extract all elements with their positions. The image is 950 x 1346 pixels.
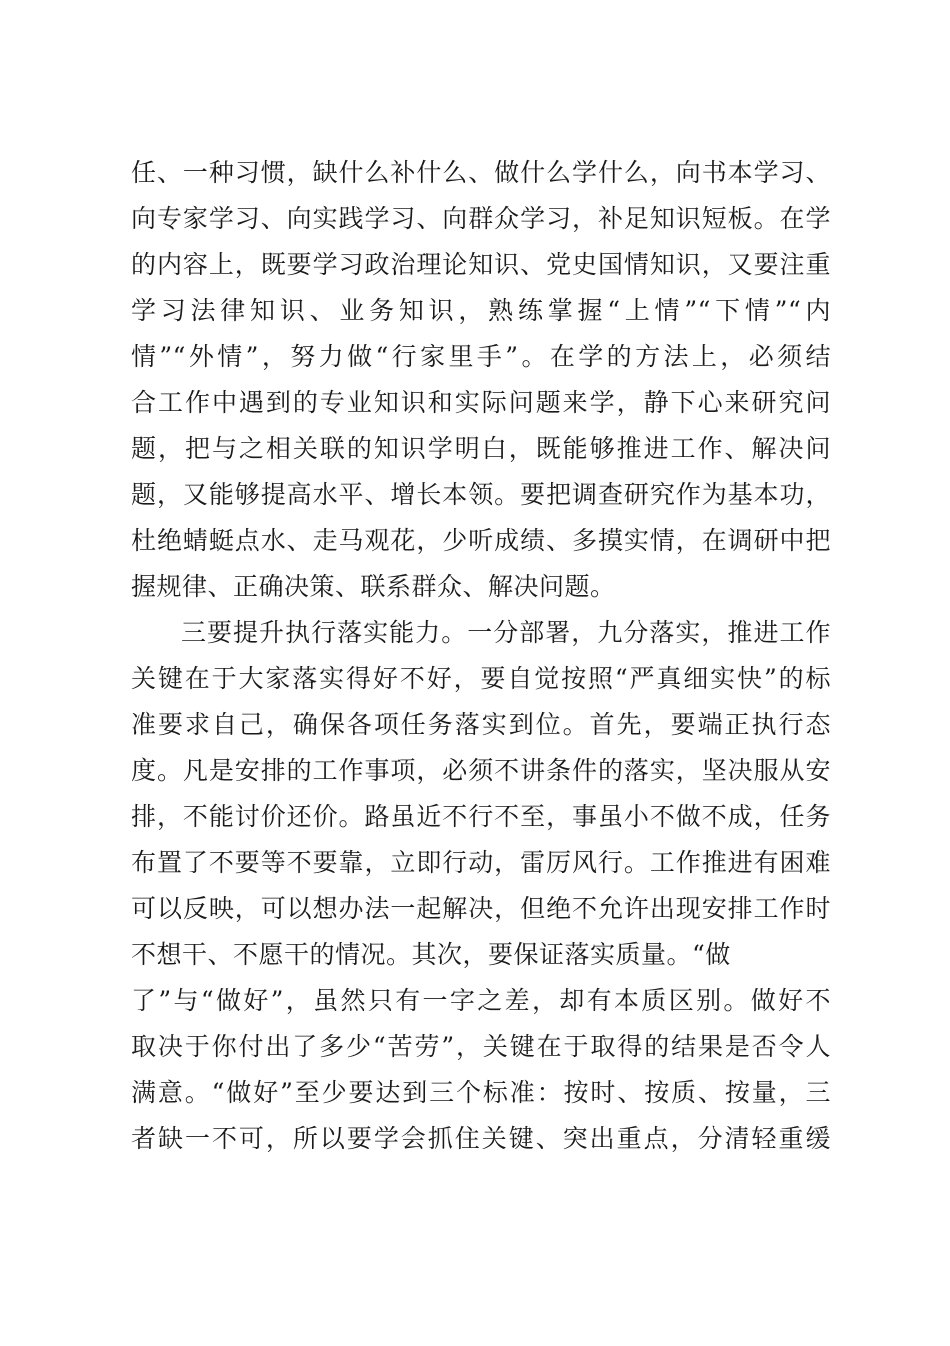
text-line: 可以反映，可以想办法一起解决，但绝不允许出现安排工作时: [131, 894, 831, 923]
text-line: 学习法律知识、业务知识，熟练掌握“上情”“下情”“内: [131, 296, 831, 325]
text-line: 了”与“做好”，虽然只有一字之差，却有本质区别。做好不: [131, 986, 831, 1015]
paragraph-start-line: 三要提升执行落实能力。一分部署，九分落实，推进工作: [181, 618, 831, 647]
text-line: 排，不能讨价还价。路虽近不行不至，事虽小不做不成，任务: [131, 802, 831, 831]
text-line: 取决于你付出了多少“苦劳”，关键在于取得的结果是否令人: [131, 1032, 831, 1061]
text-line: 合工作中遇到的专业知识和实际问题来学，静下心来研究问: [131, 388, 831, 417]
text-line: 情”“外情”，努力做“行家里手”。在学的方法上，必须结: [131, 342, 831, 371]
text-line: 杜绝蜻蜓点水、走马观花，少听成绩、多摸实情，在调研中把: [131, 526, 831, 555]
text-line: 准要求自己，确保各项任务落实到位。首先，要端正执行态: [131, 710, 831, 739]
text-line: 度。凡是安排的工作事项，必须不讲条件的落实，坚决服从安: [131, 756, 831, 785]
text-line: 向专家学习、向实践学习、向群众学习，补足知识短板。在学: [131, 204, 831, 233]
text-line: 关键在于大家落实得好不好，要自觉按照“严真细实快”的标: [131, 664, 831, 693]
body-text: [131, 150, 831, 1162]
text-line: 的内容上，既要学习政治理论知识、党史国情知识，又要注重: [131, 250, 831, 279]
text-line: 不想干、不愿干的情况。其次，要保证落实质量。“做: [131, 940, 731, 969]
text-line: 任、一种习惯，缺什么补什么、做什么学什么，向书本学习、: [131, 158, 831, 187]
paragraph-end-line: 握规律、正确决策、联系群众、解决问题。: [131, 572, 616, 601]
text-line: 题，把与之相关联的知识学明白，既能够推进工作、解决问: [131, 434, 831, 463]
text-line: 题，又能够提高水平、增长本领。要把调查研究作为基本功，: [131, 480, 831, 509]
text-line: 布置了不要等不要靠，立即行动，雷厉风行。工作推进有困难: [131, 848, 831, 877]
text-line: 者缺一不可，所以要学会抓住关键、突出重点，分清轻重缓: [131, 1124, 831, 1153]
text-line: 满意。“做好”至少要达到三个标准：按时、按质、按量，三: [131, 1078, 831, 1107]
